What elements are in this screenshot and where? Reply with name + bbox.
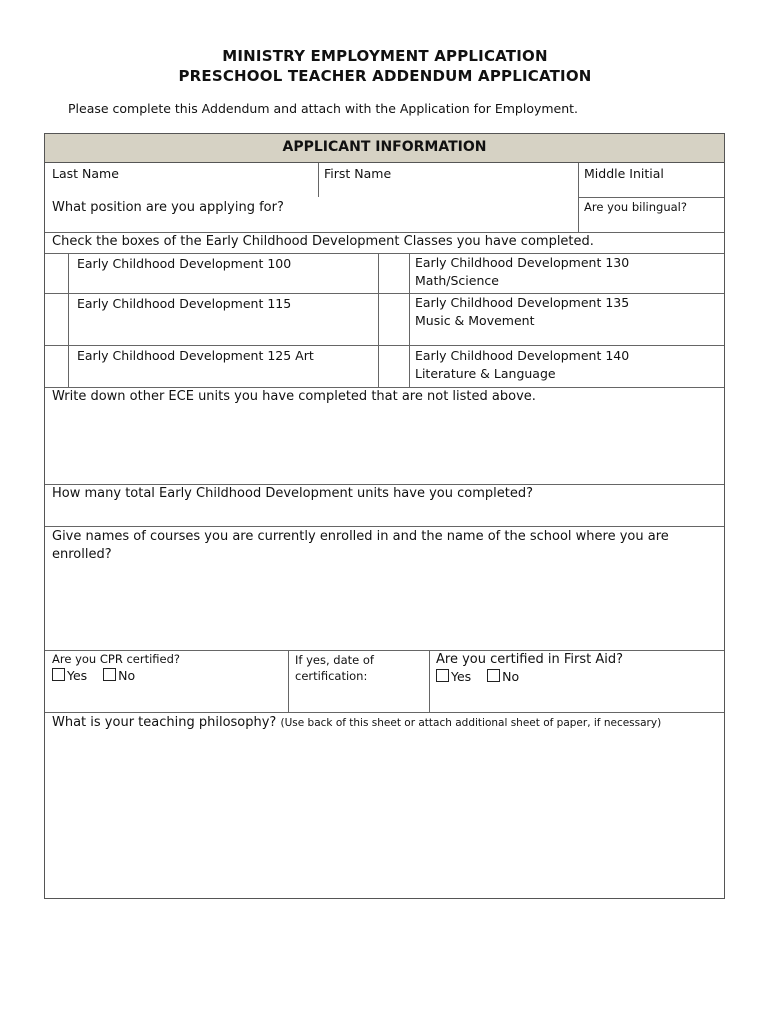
first-name-field[interactable]: First Name	[324, 166, 392, 181]
divider	[45, 526, 724, 527]
section-header: APPLICANT INFORMATION	[45, 134, 724, 163]
cpr-yes-label: Yes	[67, 668, 88, 683]
divider	[45, 387, 724, 388]
cert-date-line1: If yes, date of	[295, 653, 374, 667]
class-ecd135-line1: Early Childhood Development 135	[415, 295, 630, 310]
class-ecd140[interactable]	[415, 347, 629, 383]
form-subtitle: PRESCHOOL TEACHER ADDENDUM APPLICATION	[178, 67, 592, 85]
current-courses-field[interactable]: Give names of courses you are currently enrolled in and the name of the school where you are enrolled?	[52, 529, 669, 562]
form-title: MINISTRY EMPLOYMENT APPLICATION	[222, 47, 548, 65]
philosophy-field[interactable]	[52, 715, 661, 730]
applicant-form	[44, 133, 725, 899]
divider	[409, 253, 410, 388]
first-aid-no-label: No	[502, 669, 520, 684]
first-aid-no-checkbox[interactable]	[487, 669, 500, 682]
philosophy-question: What is your teaching philosophy?	[52, 715, 277, 730]
class-ecd115[interactable]: Early Childhood Development 115	[77, 296, 292, 311]
cpr-question: Are you CPR certified?	[52, 652, 181, 666]
total-units-field[interactable]: How many total Early Childhood Development units have you completed?	[52, 486, 533, 501]
class-ecd125[interactable]: Early Childhood Development 125 Art	[77, 348, 314, 363]
cert-date-field[interactable]	[295, 652, 374, 684]
class-ecd100[interactable]: Early Childhood Development 100	[77, 256, 292, 271]
divider	[45, 345, 724, 346]
divider	[45, 712, 724, 713]
first-aid-question: Are you certified in First Aid?	[436, 652, 624, 667]
class-ecd130-line1: Early Childhood Development 130	[415, 255, 630, 270]
class-ecd135[interactable]	[415, 294, 629, 330]
divider	[45, 650, 724, 651]
class-ecd135-line2: Music & Movement	[415, 313, 535, 328]
class-ecd130-line2: Math/Science	[415, 273, 499, 288]
class-ecd140-line1: Early Childhood Development 140	[415, 348, 630, 363]
last-name-field[interactable]: Last Name	[52, 166, 119, 181]
cpr-no-label: No	[118, 668, 136, 683]
divider	[45, 484, 724, 485]
cpr-options	[52, 668, 135, 683]
middle-initial-field[interactable]: Middle Initial	[584, 166, 664, 181]
divider	[578, 197, 724, 198]
first-aid-yes-checkbox[interactable]	[436, 669, 449, 682]
cpr-yes-checkbox[interactable]	[52, 668, 65, 681]
class-ecd130[interactable]	[415, 254, 629, 290]
divider	[318, 163, 319, 197]
classes-prompt: Check the boxes of the Early Childhood Development Classes you have completed.	[52, 234, 594, 249]
bilingual-field[interactable]: Are you bilingual?	[584, 200, 687, 214]
philosophy-note: (Use back of this sheet or attach additional sheet of paper, if necessary)	[280, 717, 662, 729]
cpr-no-checkbox[interactable]	[103, 668, 116, 681]
instructions: Please complete this Addendum and attach with the Application for Employment.	[68, 101, 579, 116]
position-field[interactable]: What position are you applying for?	[52, 200, 284, 215]
divider	[45, 232, 724, 233]
divider	[288, 650, 289, 712]
class-ecd140-line2: Literature & Language	[415, 366, 556, 381]
cert-date-line2: certification:	[295, 669, 368, 683]
first-aid-options	[436, 669, 519, 684]
divider	[378, 253, 379, 388]
other-units-field[interactable]: Write down other ECE units you have completed that are not listed above.	[52, 389, 536, 404]
first-aid-yes-label: Yes	[451, 669, 472, 684]
divider	[429, 650, 430, 712]
divider	[68, 253, 69, 388]
